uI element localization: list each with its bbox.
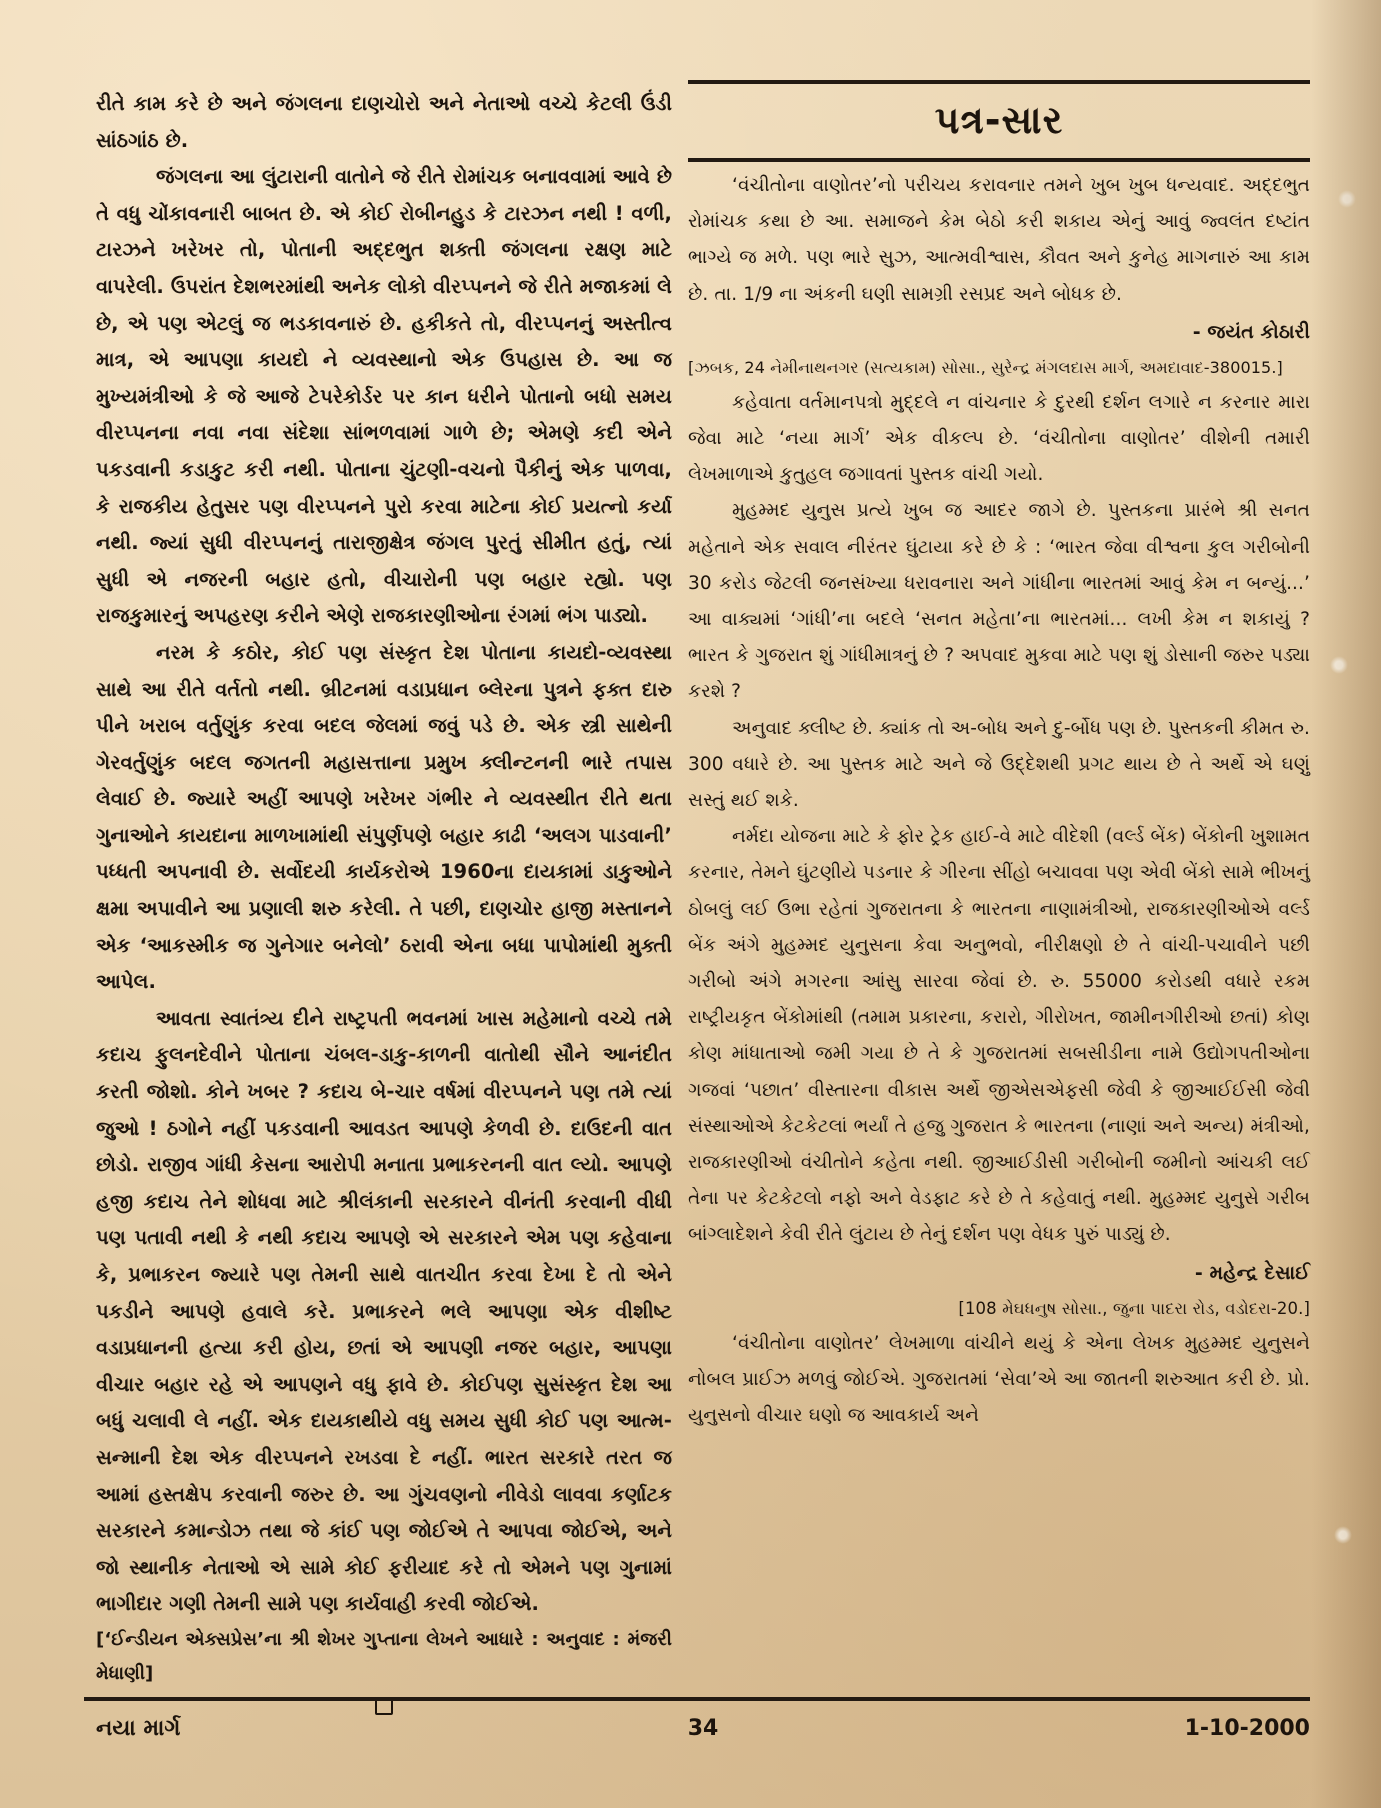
- divider: [688, 80, 1310, 84]
- letter-author: - મહેન્દ્ર દેસાઈ: [1194, 1261, 1310, 1284]
- article-paragraph: આવતા સ્વાતંત્ર્ય દીને રાષ્ટ્રપતી ભવનમાં ખાસ મહેમાનો વચ્ચે તમે કદાચ ફુલનદેવીને પોતાના ચંબલ-ડાકુ-કાળની વાતોથી સૌને આનંદીત કરતી જોશો. કોને ખબર ? કદાચ બે-ચાર વર્ષમાં વીરપ્પનને પણ તમે ત્યાં જુઓ ! ઠગોને નહીં પકડવાની આવડત આપણે કેળવી છે. દાઉદની વાત છોડો. રાજીવ ગાંધી કેસના આરોપી મનાતા પ્રભાકરનની વાત લ્યો. આપણે હજી કદાચ તેને શોધવા માટે શ્રીલંકાની સરકારને વીનંતી કરવાની વીધી પણ પતાવી નથી કે નથી કદાચ આપણે એ સરકારને એમ પણ કહેવાના કે, પ્રભાકરન જ્યારે પણ તેમની સાથે વાતચીત કરવા દેખા દે તો એને પકડીને આપણે હવાલે કરે. પ્રભાકરને ભલે આપણા એક વીશીષ્ટ વડાપ્રધાનની હત્યા કરી હોય, છતાં એ આપણી નજર બહાર, આપણા વીચાર બહાર રહે એ આપણને વધુ ફાવે છે. કોઈપણ સુસંસ્કૃત દેશ આ બધું ચલાવી લે નહીં. એક દાયકાથીયે વધુ સમય સુધી કોઈ પણ આત્મ-સન્માની દેશ એક વીરપ્પનને રખડવા દે નહીં. ભારત સરકારે તરત જ આમાં હસ્તક્ષેપ કરવાની જરુર છે. આ ગુંચવણનો નીવેડો લાવવા કર્ણાટક સરકારને કમાન્ડોઝ તથા જે કાંઈ પણ જોઈએ તે આપવા જોઈએ, અને જો સ્થાનીક નેતાઓ એ સામે કોઈ ફરીયાદ કરે તો એમને પણ ગુનામાં ભાગીદાર ગણી તેમની સામે પણ કાર્યવાહી કરવી જોઈએ.: [96, 1006, 672, 1616]
- letters-column: [688, 80, 1310, 1434]
- issue-date: 1-10-2000: [1184, 1716, 1310, 1741]
- article-paragraph: રીતે કામ કરે છે અને જંગલના દાણચોરો અને નેતાઓ વચ્ચે કેટલી ઉંડી સાંઠગાંઠ છે.: [96, 92, 672, 152]
- page-footer: [96, 1716, 1310, 1756]
- paper-hole-mark: [1334, 1526, 1352, 1544]
- paper-hole-mark: [1330, 656, 1348, 674]
- article-source-note: [‘ઈન્ડીયન એક્સપ્રેસ’ના શ્રી શેખર ગુપ્તાના લેખને આધારે : અનુવાદ : મંજરી મેધાણી]: [96, 1628, 672, 1684]
- article-column: [96, 86, 672, 1715]
- letter-paragraph: અનુવાદ ક્લીષ્ટ છે. ક્યાંક તો અ-બોધ અને દુ-ર્બોધ પણ છે. પુસ્તકની કીમત રુ. 300 વધારે છે. આ પુસ્તક માટે અને જે ઉદ્દેશથી પ્રગટ થાય છે તે અર્થે એ ઘણું સસ્તું થઈ શકે.: [688, 717, 1310, 812]
- letter-paragraph: કહેવાતા વર્તમાનપત્રો મુદ્દલે ન વાંચનાર કે દુરથી દર્શન લગારે ન કરનાર મારા જેવા માટે ‘નયા માર્ગ’ એક વીકલ્પ છે. ‘વંચીતોના વાણોતર’ વીશેની તમારી લેખમાળાએ કુતુહલ જગાવતાં પુસ્તક વાંચી ગયો.: [688, 391, 1310, 486]
- letter-address: [ઝબક, 24 નેમીનાથનગર (સત્યકામ) સોસા., સુરેન્દ્ર મંગલદાસ માર્ગ, અમદાવાદ-380015.]: [688, 357, 1283, 377]
- letter-address: [108 મેઘધનુષ સોસા., જુના પાદરા રોડ, વડોદરા-20.]: [958, 1298, 1310, 1318]
- letter-paragraph: નર્મદા યોજના માટે કે ફોર ટ્રેક હાઈ-વે માટે વીદેશી (વર્લ્ડ બેંક) બેંકોની ખુશામત કરનાર, તેમને ઘુંટણીયે પડનાર કે ગીરના સીંહો બચાવવા પણ એવી બેંકો સામે ભીખનું ઠોબલું લઈ ઉભા રહેતાં ગુજરાતના કે ભારતના નાણામંત્રીઓ, રાજકારણીઓએ વર્લ્ડ બેંક અંગે મુહમ્મદ યુનુસના કેવા અનુભવો, નીરીક્ષણો છે તે વાંચી-પચાવીને પછી ગરીબો અંગે મગરના આંસુ સારવા જેવાં છે. રુ. 55000 કરોડથી વધારે રકમ રાષ્ટ્રીયકૃત બેંકોમાંથી (તમામ પ્રકારના, કરારો, ગીરોખત, જામીનગીરીઓ છતાં) કોણ કોણ માંધાતાઓ જમી ગયા છે તે કે ગુજરાતમાં સબસીડીના નામે ઉદ્યોગપતીઓના ગજવાં ‘પછાત’ વીસ્તારના વીકાસ અર્થે જીએસએફસી જેવી કે જીઆઈઈસી જેવી સંસ્થાઓએ કેટકેટલાં ભર્યાં તે હજુ ગુજરાત કે ભારતના (નાણાં અને અન્ય) મંત્રીઓ, રાજકારણીઓ વંચીતોને કહેતા નથી. જીઆઈડીસી ગરીબોની જમીનો આંચકી લઈ તેના પર કેટકેટલો નફો અને વેડફાટ કરે છે તે કહેવાતું નથી. મુહમ્મદ યુનુસે ગરીબ બાંગ્લાદેશને કેવી રીતે લુંટાય છે તેનું દર્શન પણ વેધક પુરું પાડ્યું છે.: [688, 826, 1310, 1246]
- footer-divider: [84, 1697, 1310, 1701]
- article-paragraph: નરમ કે કઠોર, કોઈ પણ સંસ્કૃત દેશ પોતાના કાયદો-વ્યવસ્થા સાથે આ રીતે વર્તતો નથી. બ્રીટનમાં વડાપ્રધાન બ્લેરના પુત્રને ફક્ત દારુ પીને ખરાબ વર્તુણુંક કરવા બદલ જેલમાં જવું પડે છે. એક સ્ત્રી સાથેની ગેરવર્તુણુંક બદલ જગતની મહાસત્તાના પ્રમુખ ક્લીન્ટનની ભારે તપાસ લેવાઈ છે. જ્યારે અહીં આપણે ખરેખર ગંભીર ને વ્યવસ્થીત રીતે થતા ગુનાઓને કાયદાના માળખામાંથી સંપુર્ણપણે બહાર કાઢી ‘અલગ પાડવાની’ પધ્ધતી અપનાવી છે. સર્વોદયી કાર્યકરોએ 1960ના દાયકામાં ડાકુઓને ક્ષમા અપાવીને આ પ્રણાલી શરુ કરેલી. તે પછી, દાણચોર હાજી મસ્તાનને એક ‘આકસ્મીક જ ગુનેગાર બનેલો’ ઠરાવી એના બધા પાપોમાંથી મુક્તી આપેલ.: [96, 640, 672, 994]
- divider: [688, 158, 1310, 162]
- section-title: પત્ર-સાર: [934, 98, 1064, 142]
- letter-paragraph: મુહમ્મદ યુનુસ પ્રત્યે ખુબ જ આદર જાગે છે. પુસ્તકના પ્રારંભે શ્રી સનત મહેતાને એક સવાલ નીરંતર ઘુંટાયા કરે છે કે : ‘ભારત જેવા વીશ્વના કુલ ગરીબોની 30 કરોડ જેટલી જનસંખ્યા ધરાવનારા અને ગાંધીના ભારતમાં આવું કેમ ન બન્યું...’ આ વાક્યમાં ‘ગાંધી’ના બદલે ‘સનત મહેતા’ના ભારતમાં... લખી કેમ ન શકાયું ? ભારત કે ગુજરાત શું ગાંધીમાત્રનું છે ? અપવાદ મુકવા માટે પણ શું ડોસાની જરુર પડ્યા કરશે ?: [688, 500, 1310, 703]
- page-number: 34: [687, 1716, 719, 1741]
- letter-author: - જયંત કોઠારી: [1192, 320, 1310, 343]
- letter-paragraph: ‘વંચીતોના વાણોતર’ લેખમાળા વાંચીને થયું કે એના લેખક મુહમ્મદ યુનુસને નોબલ પ્રાઈઝ મળવું જોઈએ. ગુજરાતમાં ‘સેવા’એ આ જાતની શરુઆત કરી છે. પ્રો. યુનુસનો વીચાર ઘણો જ આવકાર્ય અને: [688, 1332, 1310, 1427]
- letter-paragraph: ‘વંચીતોના વાણોતર’નો પરીચય કરાવનાર તમને ખુબ ખુબ ધન્યવાદ. અદ્દભુત રોમાંચક કથા છે આ. સમાજને કેમ બેઠો કરી શકાય એનું આવું જ્વલંત દષ્ટાંત ભાગ્યે જ મળે. પણ ભારે સુઝ, આત્મવીશ્વાસ, કૌવત અને કુનેહ માગનારું આ કામ છે. તા. 1/9 ના અંકની ઘણી સામગ્રી રસપ્રદ અને બોધક છે.: [688, 175, 1310, 305]
- magazine-name: નયા માર્ગ: [96, 1716, 181, 1741]
- paper-hole-mark: [1338, 190, 1356, 208]
- article-paragraph: જંગલના આ લુંટારાની વાતોને જે રીતે રોમાંચક બનાવવામાં આવે છે તે વધુ ચોંકાવનારી બાબત છે. એ કોઈ રોબીનહુડ કે ટારઝન નથી ! વળી, ટારઝને ખરેખર તો, પોતાની અદ્દભુત શક્તી જંગલના રક્ષણ માટે વાપરેલી. ઉપરાંત દેશભરમાંથી અનેક લોકો વીરપ્પનને જે રીતે મજાકમાં લે છે, એ પણ એટલું જ ભડકાવનારું છે. હકીકતે તો, વીરપ્પનનું અસ્તીત્વ માત્ર, એ આપણા કાયદો ને વ્યવસ્થાનો એક ઉપહાસ છે. આ જ મુખ્યમંત્રીઓ કે જે આજે ટેપરેકોર્ડર પર કાન ધરીને પોતાનો બધો સમય વીરપ્પનના નવા નવા સંદેશા સાંભળવામાં ગાળે છે; એમણે કદી એને પકડવાની કડાકુટ કરી નથી. પોતાના ચુંટણી-વચનો પૈકીનું એક પાળવા, કે રાજકીય હેતુસર પણ વીરપ્પનને પુરો કરવા માટેના કોઈ પ્રયત્નો કર્યા નથી. જ્યાં સુધી વીરપ્પનનું તારાજીક્ષેત્ર જંગલ પુરતું સીમીત હતું, ત્યાં સુધી એ નજરની બહાર હતો, વીચારોની પણ બહાર રહ્યો. પણ રાજકુમારનું અપહરણ કરીને એણે રાજકારણીઓના રંગમાં ભંગ પાડ્યો.: [96, 165, 672, 628]
